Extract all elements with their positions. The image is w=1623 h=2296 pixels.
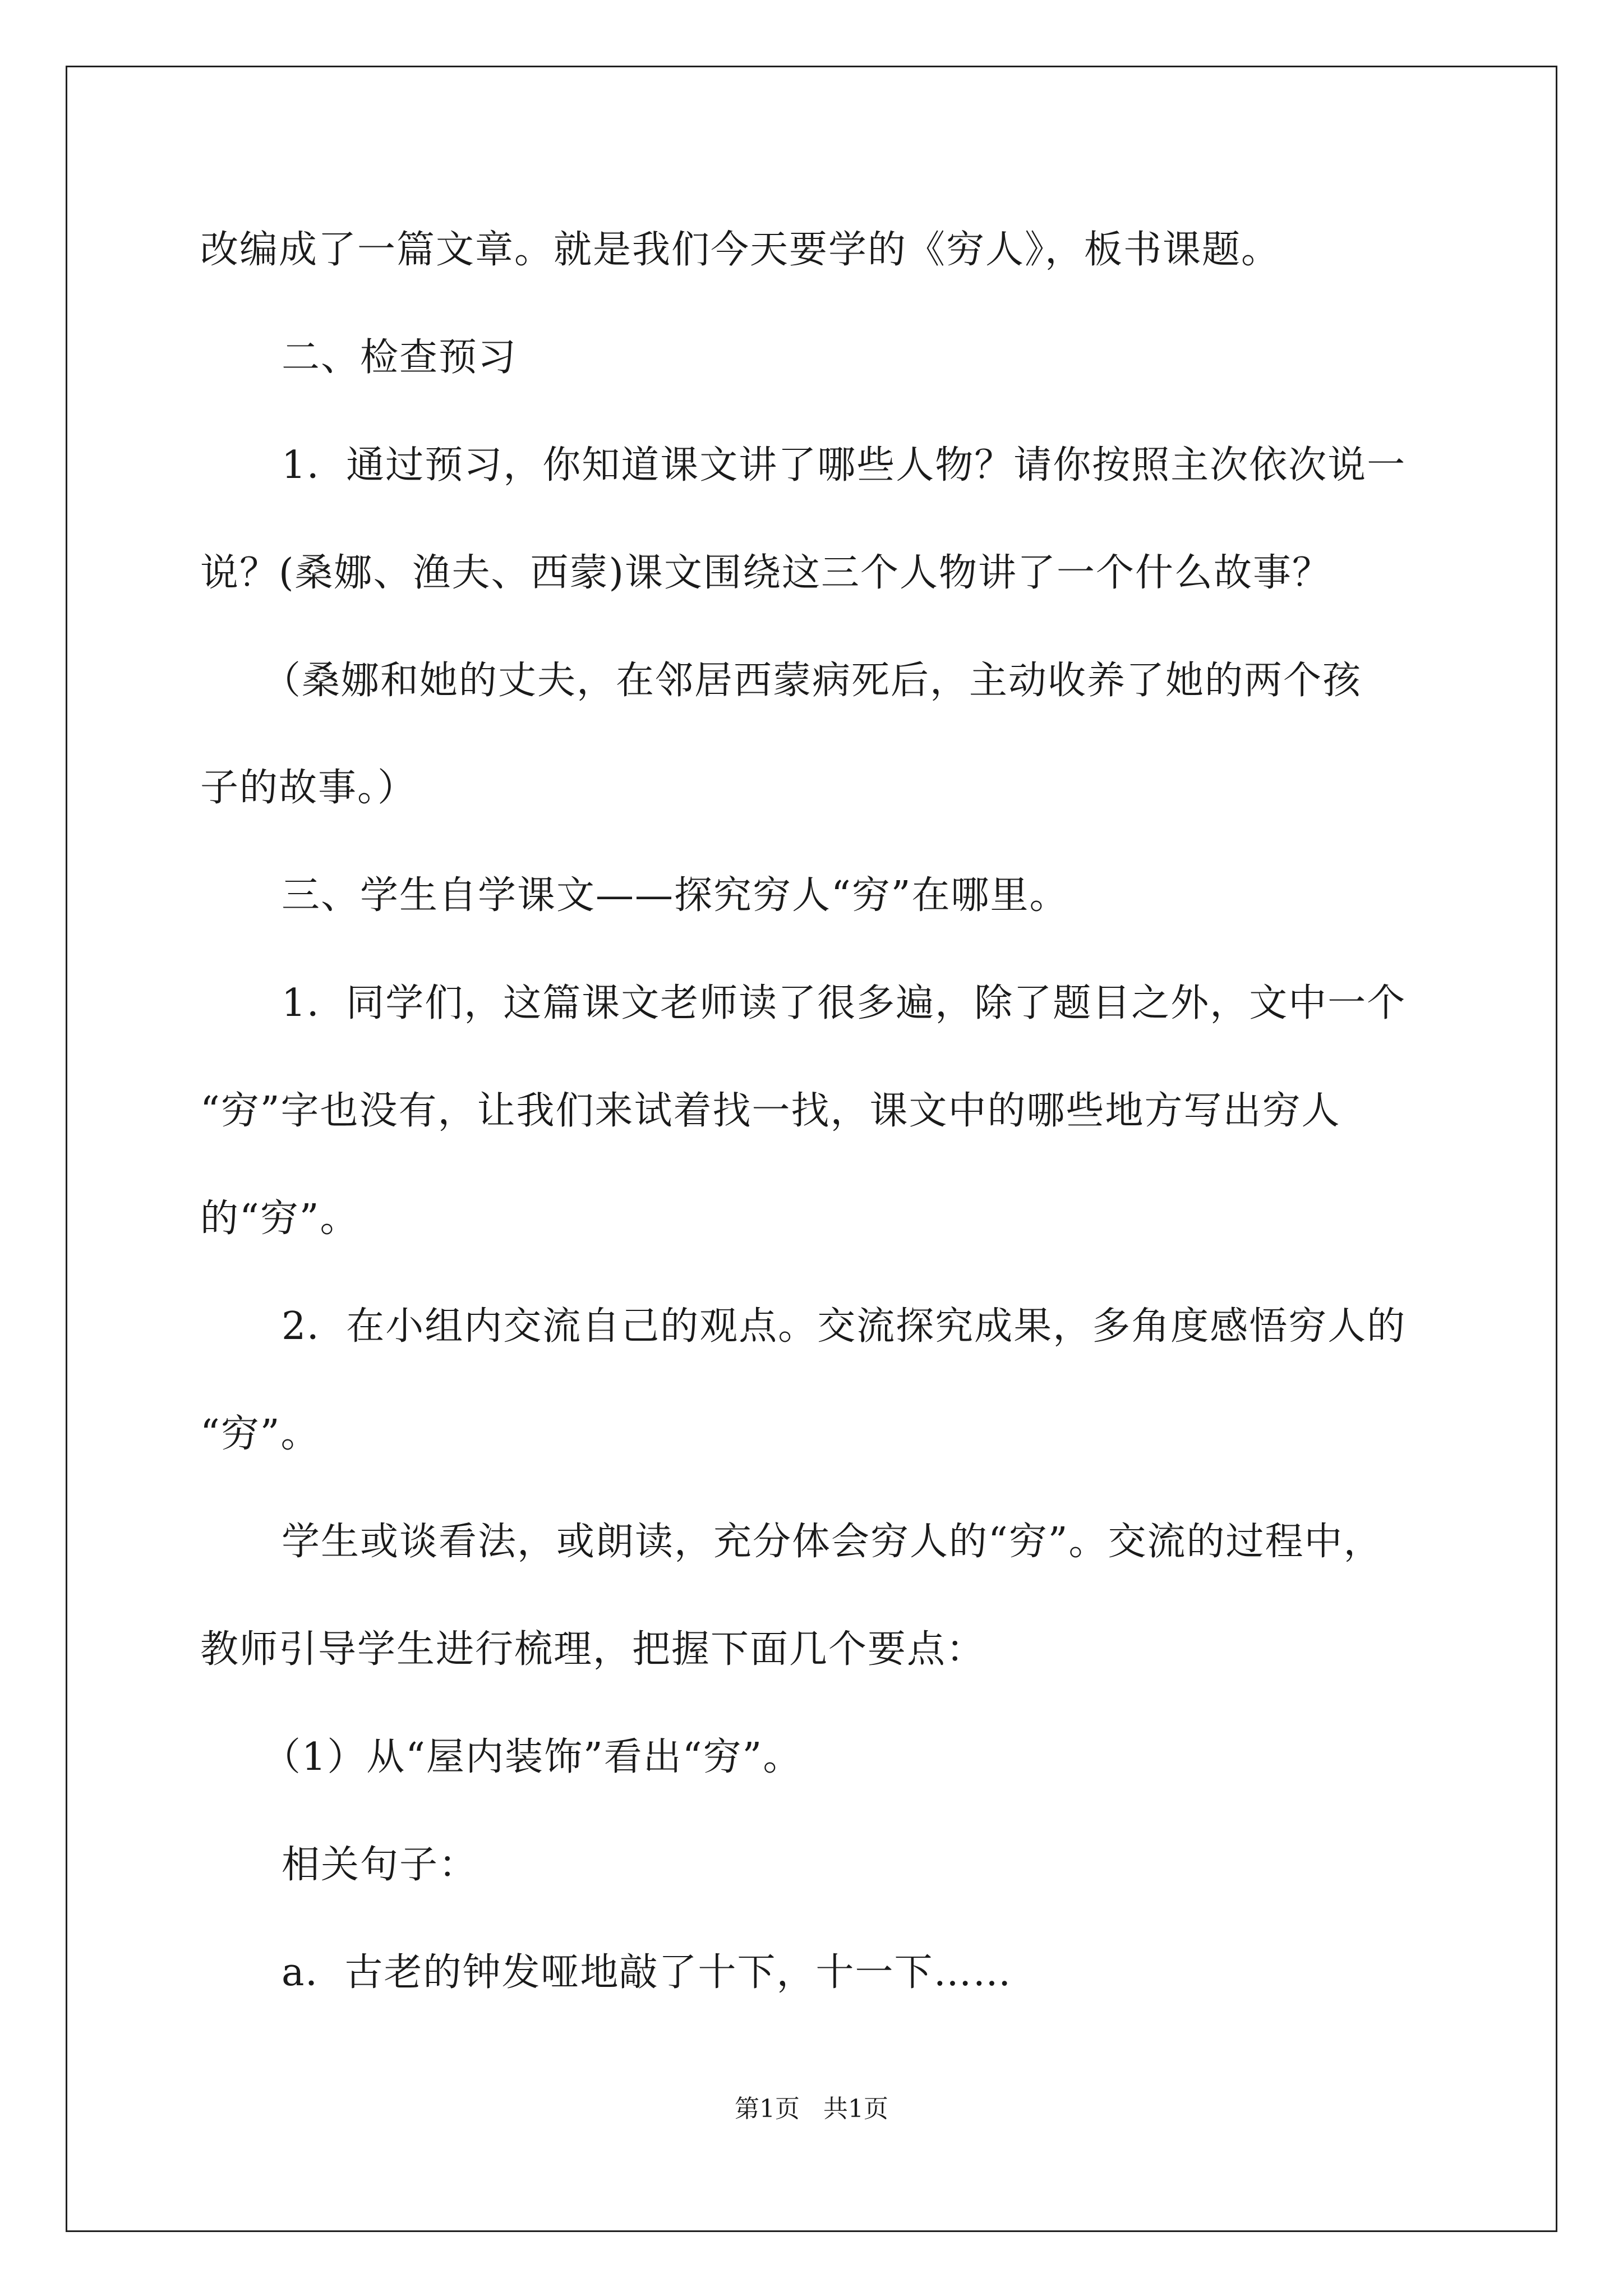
text-line-9: “穷”字也没有，让我们来试着找一找，课文中的哪些地方写出穷人 — [200, 1089, 1341, 1133]
section-heading-3: 三、学生自学课文——探究穷人“穷”在哪里。 — [282, 873, 1069, 918]
page-footer: 第1页 共1页 — [735, 2095, 888, 2123]
text-line-5: （桑娜和她的丈夫，在邻居西蒙病死后，主动收养了她的两个孩 — [262, 659, 1362, 703]
text-line-10: 的“穷”。 — [200, 1197, 359, 1241]
text-line-16: 相关句子： — [282, 1843, 478, 1887]
text-line-14: 教师引导学生进行梳理，把握下面几个要点： — [200, 1627, 986, 1672]
text-line-13: 学生或谈看法，或朗读，充分体会穷人的“穷”。交流的过程中， — [282, 1520, 1383, 1564]
text-line-6: 子的故事。） — [200, 766, 417, 810]
text-line-17: a．古老的钟发哑地敲了十下，十一下…… — [282, 1950, 1012, 1995]
section-heading-2: 二、检查预习 — [282, 335, 518, 380]
text-line-4: 说？(桑娜、渔夫、西蒙)课文围绕这三个人物讲了一个什么故事？ — [200, 551, 1332, 595]
page-border — [66, 66, 1557, 2232]
text-line-15: （1）从“屋内装饰”看出“穷”。 — [262, 1735, 803, 1779]
text-line-11: 2．在小组内交流自己的观点。交流探究成果，多角度感悟穷人的 — [282, 1304, 1407, 1349]
text-line-8: 1．同学们，这篇课文老师读了很多遍，除了题目之外，文中一个 — [282, 981, 1407, 1025]
text-line-12: “穷”。 — [200, 1412, 320, 1456]
text-line-1: 改编成了一篇文章。就是我们今天要学的《穷人》，板书课题。 — [200, 228, 1281, 272]
text-line-3: 1．通过预习，你知道课文讲了哪些人物？请你按照主次依次说一 — [282, 443, 1407, 487]
